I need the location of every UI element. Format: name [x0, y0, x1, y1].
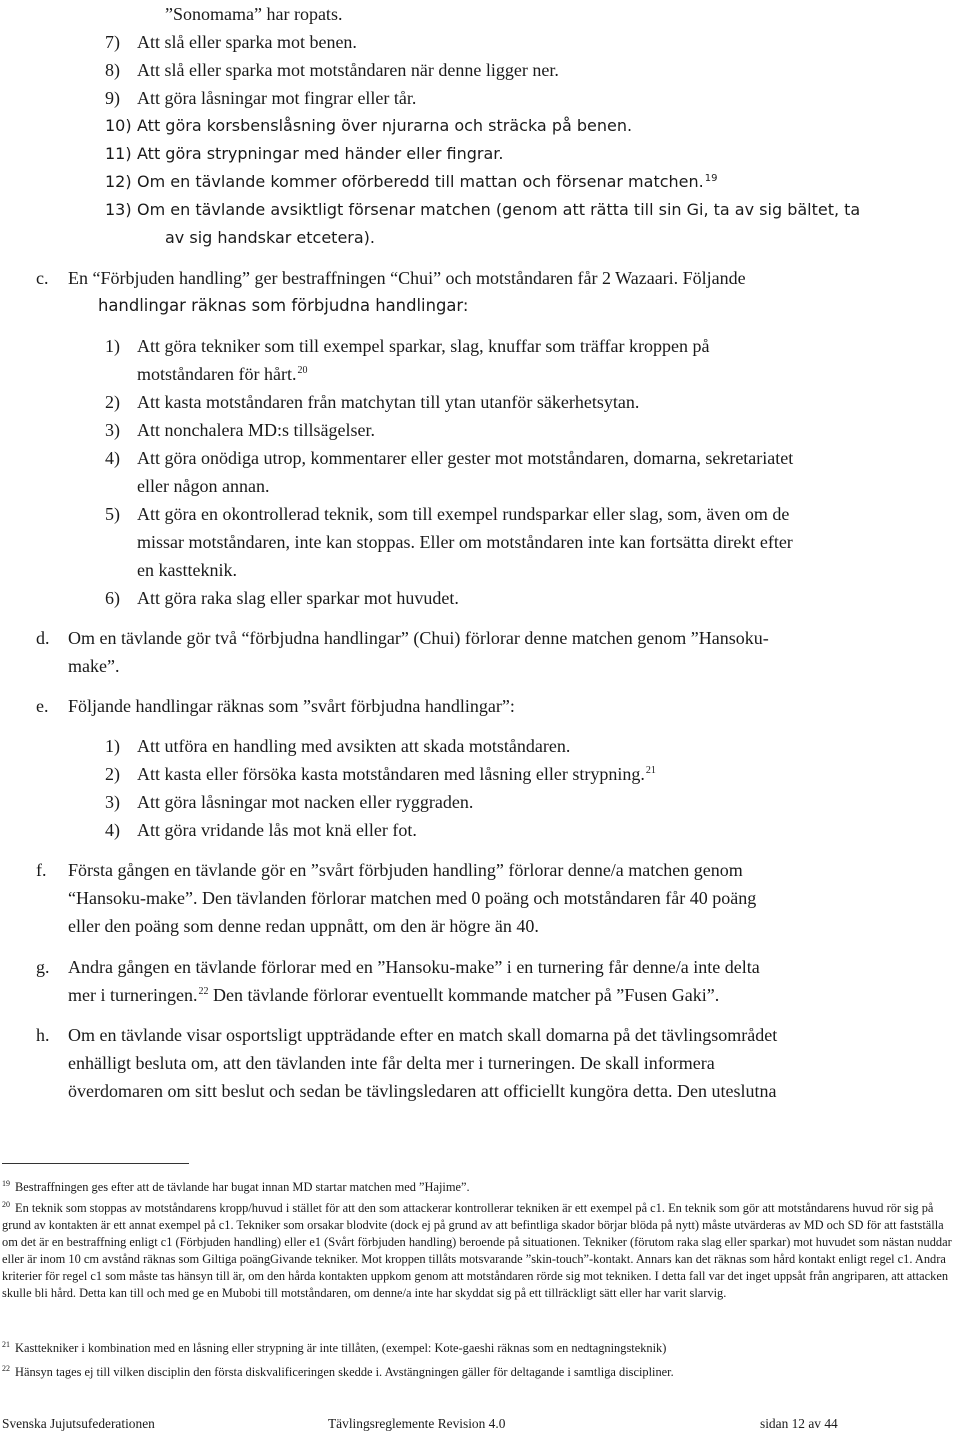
list-item-text: Att göra tekniker som till exempel sparkar, slag, knuffar som träffar kroppen på — [137, 336, 710, 356]
section-letter: c. — [36, 268, 49, 288]
footnote-ref[interactable]: 19 — [704, 172, 718, 184]
footnote-ref[interactable]: 21 — [645, 765, 656, 776]
section-letter: g. — [36, 957, 50, 977]
list-number: 2) — [105, 392, 120, 412]
section-text — [68, 981, 719, 1009]
list-item-text: Att göra onödiga utrop, kommentarer eller gester mot motståndaren, domarna, sekretariatet — [137, 448, 794, 468]
list-number: 8) — [105, 60, 120, 80]
section-text-part: Den tävlande förlorar eventuellt kommande matcher på ”Fusen Gaki”. — [208, 985, 720, 1005]
continuation-line: ”Sonomama” har ropats. — [165, 4, 343, 24]
list-item-text: Att nonchalera MD:s tillsägelser. — [137, 420, 375, 440]
section-text: make”. — [68, 656, 120, 676]
list-number: 4) — [105, 448, 120, 468]
section-text: En “Förbjuden handling” ger bestraffningen “Chui” och motståndaren får 2 Wazaari. Följande — [68, 268, 746, 288]
list-number: 9) — [105, 88, 120, 108]
footnote — [2, 1179, 952, 1196]
list-number: 1) — [105, 336, 120, 356]
section-text: Andra gången en tävlande förlorar med en ”Hansoku-make” i en turnering får denne/a inte delta — [68, 957, 760, 977]
list-number: 13) — [105, 200, 132, 219]
section-text: eller den poäng som denne redan uppnått, om den är högre än 40. — [68, 916, 539, 936]
list-item-text-cont: av sig handskar etcetera). — [165, 228, 375, 247]
footnote-divider — [2, 1163, 189, 1164]
footnote-ref[interactable]: 22 — [198, 986, 209, 997]
list-number: 7) — [105, 32, 120, 52]
footer-page-number: sidan 12 av 44 — [760, 1416, 838, 1431]
list-number: 4) — [105, 820, 120, 840]
list-number: 1) — [105, 736, 120, 756]
list-item-text: Att göra låsningar mot fingrar eller tår. — [137, 88, 417, 108]
footnote-number: 21 — [2, 1339, 10, 1349]
item-text: motståndaren för hårt. — [137, 364, 297, 384]
footnote-number: 19 — [2, 1178, 10, 1188]
section-text: Första gången en tävlande gör en ”svårt förbjuden handling” förlorar denne/a matchen genom — [68, 860, 743, 880]
section-letter: h. — [36, 1025, 50, 1045]
section-text: Om en tävlande gör två “förbjudna handlingar” (Chui) förlorar denne matchen genom ”Hansoku- — [68, 628, 769, 648]
list-item-text — [137, 168, 717, 196]
list-number: 11) — [105, 144, 132, 163]
footnote-text: En teknik som stoppas av motståndarens kropp/huvud i stället för att den som attackerar kontrollerar tekniken är ett exempel på c1. En teknik som gör att motståndarens huvud rör sig på grund av kontakten är ett annat exempel på c1. Tekniker som orsakar blodvite (dock ej på grund av att befintliga skador börjar blöda på nytt) måste utvärderas av MD och SD för att fastställa om det är en bestraffning enligt c1 (Förbjuden handling) eller e1 (Svårt förbjuden handling) beroende på situationen. Tekniker (förutom raka slag eller sparkar) mot huvudet som nästan nuddar eller är inom 10 cm avstånd räknas som Giltiga poängGivande tekniker. Mot kroppen tillåts motsvarande ”skin-touch”-kontakt. Annars kan det räknas som hård kontakt enligt regel c1. Andra kriterier för regel c1 som måste tas hänsyn till är, om den hårda kontakten uppkom genom att motståndaren rörde sig mot tekniken. I detta fall var det inget uppsåt från angriparen, att attacken skulle bli hård. Detta kan till och med ge en Mubobi till motståndaren, om denne/a inte har skyddat sig på ett tillräckligt sätt eller har varit slarvig. — [2, 1201, 952, 1300]
footnote — [2, 1340, 952, 1357]
list-item-text: Om en tävlande avsiktligt försenar matchen (genom att rätta till sin Gi, ta av sig bältet, ta — [137, 200, 861, 219]
list-item-text: eller någon annan. — [137, 476, 270, 496]
list-number: 6) — [105, 588, 120, 608]
section-text: handlingar räknas som förbjudna handlingar: — [98, 296, 469, 315]
section-text: Om en tävlande visar osportsligt uppträdande efter en match skall domarna på det tävlingsområdet — [68, 1025, 778, 1045]
list-item-text: Att göra korsbenslåsning över njurarna och sträcka på benen. — [137, 116, 633, 135]
list-item-text: Att slå eller sparka mot motståndaren när denne ligger ner. — [137, 60, 559, 80]
list-item-text: Att kasta motståndaren från matchytan till ytan utanför säkerhetsytan. — [137, 392, 640, 412]
list-item — [105, 28, 120, 56]
list-item-text: Att utföra en handling med avsikten att skada motståndaren. — [137, 736, 571, 756]
list-item-text: Att göra vridande lås mot knä eller fot. — [137, 820, 417, 840]
section-letter: e. — [36, 696, 49, 716]
section-text-part: mer i turneringen. — [68, 985, 198, 1005]
list-item-text: Att göra låsningar mot nacken eller ryggraden. — [137, 792, 474, 812]
list-item-text: Att göra en okontrollerad teknik, som till exempel rundsparkar eller slag, som, även om de — [137, 504, 790, 524]
footnote-number: 22 — [2, 1363, 10, 1373]
list-number: 12) — [105, 172, 132, 191]
section-text: “Hansoku-make”. Den tävlanden förlorar matchen med 0 poäng och motståndaren får 40 poäng — [68, 888, 757, 908]
footer-doc-title: Tävlingsreglemente Revision 4.0 — [328, 1416, 506, 1431]
section-letter: f. — [36, 860, 47, 880]
list-item-text: en kastteknik. — [137, 560, 237, 580]
section-letter: d. — [36, 628, 50, 648]
footnote-number: 20 — [2, 1199, 10, 1209]
footnote-ref[interactable]: 20 — [297, 365, 308, 376]
list-item-text — [137, 360, 307, 388]
list-number: 3) — [105, 792, 120, 812]
footer-org: Svenska Jujutsufederationen — [2, 1416, 155, 1431]
list-item-text: missar motståndaren, inte kan stoppas. Eller om motståndaren inte kan fortsätta direkt efter — [137, 532, 793, 552]
section-text: enhälligt besluta om, att den tävlanden inte får delta mer i turneringen. De skall informera — [68, 1053, 715, 1073]
footnote-text: Kastteknike​r i kombination med en låsning eller strypning är inte tillåten, (exempel: Kote-gaeshi räknas som en nedtagningsteknik) — [15, 1341, 667, 1355]
list-item-text: Att göra raka slag eller sparkar mot huvudet. — [137, 588, 459, 608]
list-item-text: Att göra strypningar med händer eller fingrar. — [137, 144, 504, 163]
footnote — [2, 1364, 952, 1381]
footnote-text: Bestraffningen ges efter att de tävlande har bugat innan MD startar matchen med ”Hajime”. — [15, 1180, 470, 1194]
list-item-text: Att slå eller sparka mot benen. — [137, 32, 357, 52]
list-number: 3) — [105, 420, 120, 440]
list-number: 10) — [105, 116, 132, 135]
item-text: Att kasta eller försöka kasta motståndaren med låsning eller strypning. — [137, 764, 645, 784]
footnote — [2, 1200, 952, 1302]
footnote-text: Hänsyn tages ej till vilken disciplin den första diskvalificeringen skedde i. Avstängningen gäller för deltagande i samtliga discipliner. — [15, 1365, 674, 1379]
list-number: 5) — [105, 504, 120, 524]
list-item-text — [137, 760, 656, 788]
list-number: 2) — [105, 764, 120, 784]
item-text: Om en tävlande kommer oförberedd till mattan och försenar matchen. — [137, 172, 704, 191]
section-text: Följande handlingar räknas som ”svårt förbjudna handlingar”: — [68, 696, 515, 716]
section-text: överdomaren om sitt beslut och sedan be tävlingsledaren att officiellt kungöra detta. Den uteslutna — [68, 1081, 777, 1101]
